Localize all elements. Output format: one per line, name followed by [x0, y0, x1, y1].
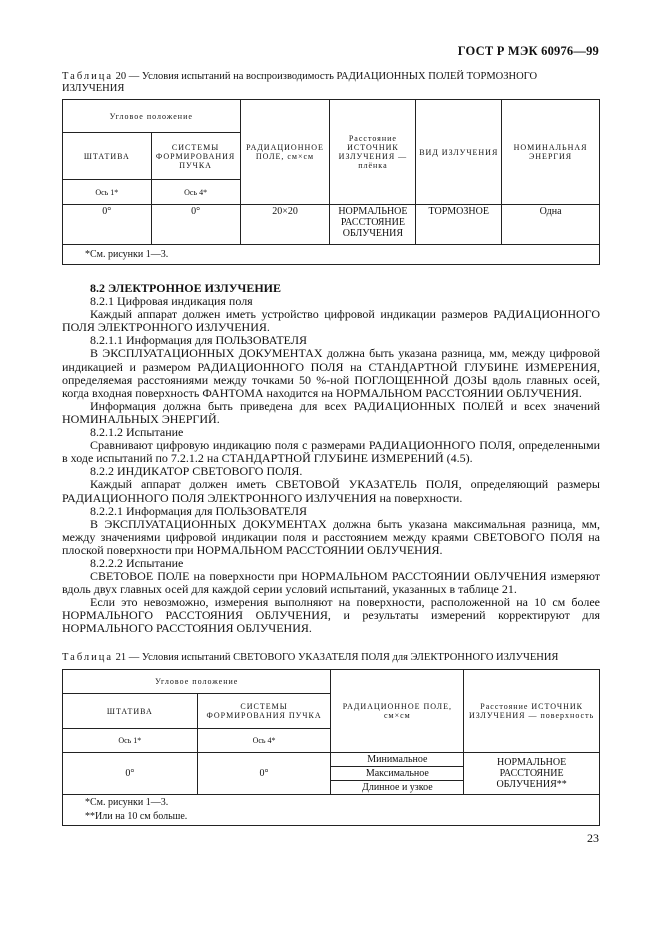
t21-cell-stand: 0° — [63, 753, 198, 795]
paragraph: В ЭКСПЛУАТАЦИОННЫХ ДОКУМЕНТАХ должна быть указана максимальная разница, мм, между значениями цифровой индикации поля и расстоянием между краями СВЕТОВОГО ПОЛЯ на плоской поверхности при НОРМАЛЬНОМ РАССТОЯНИИ ОБЛУЧЕНИЯ. — [62, 516, 600, 557]
t21-cell-system: 0° — [197, 753, 331, 795]
t21-cell-field-min: Минимальное — [331, 753, 464, 767]
paragraph: Каждый аппарат должен иметь устройство цифровой индикации размеров РАДИАЦИОННОГО ПОЛЯ ЭЛЕКТРОННОГО ИЗЛУЧЕНИЯ. — [62, 307, 600, 335]
t20-col-system: СИСТЕМЫ ФОРМИРОВАНИЯ ПУЧКА — [151, 133, 240, 180]
table-21-caption-word: Таблица — [62, 652, 114, 663]
page-number: 23 — [587, 831, 599, 845]
t20-col-distance: Расстояние ИСТОЧНИК ИЗЛУЧЕНИЯ — плёнка — [330, 100, 416, 205]
t20-axis-stand: Ось 1* — [63, 180, 152, 205]
t20-col-field: РАДИАЦИОННОЕ ПОЛЕ, см×см — [240, 100, 330, 205]
t20-col-type: ВИД ИЗЛУЧЕНИЯ — [416, 100, 502, 205]
t20-col-energy: НОМИНАЛЬНАЯ ЭНЕРГИЯ — [502, 100, 600, 205]
t20-cell-stand: 0° — [63, 205, 152, 245]
table-20-caption — [62, 71, 602, 95]
page-header: ГОСТ Р МЭК 60976—99 — [457, 44, 599, 58]
t20-cell-field: 20×20 — [240, 205, 330, 245]
paragraph: Каждый аппарат должен иметь СВЕТОВОЙ УКАЗАТЕЛЬ ПОЛЯ, определяющий размеры РАДИАЦИОННОГО ПОЛЯ ЭЛЕКТРОННОГО ИЗЛУЧЕНИЯ на поверхности. — [62, 477, 600, 505]
paragraph: СВЕТОВОЕ ПОЛЕ на поверхности при НОРМАЛЬНОМ РАССТОЯНИИ ОБЛУЧЕНИЯ измеряют вдоль двух главных осей для каждой серии условий испытаний, указанных в таблице 21. — [62, 569, 600, 597]
t20-cell-type: ТОРМОЗНОЕ — [416, 205, 502, 245]
t21-note-2: **Или на 10 см больше. — [85, 811, 188, 822]
t21-notes — [63, 795, 600, 826]
t21-note-1: *См. рисунки 1—3. — [85, 797, 169, 808]
t21-axis-system: Ось 4* — [197, 729, 331, 753]
subsection-8-2-2-2: 8.2.2.2 Испытание — [90, 555, 184, 570]
t20-note: *См. рисунки 1—3. — [63, 245, 600, 265]
section-heading-8-2: 8.2 ЭЛЕКТРОННОЕ ИЗЛУЧЕНИЕ — [90, 281, 282, 295]
t21-col-system: СИСТЕМЫ ФОРМИРОВАНИЯ ПУЧКА — [197, 694, 331, 729]
t20-cell-distance: НОРМАЛЬНОЕ РАССТОЯНИЕ ОБЛУЧЕНИЯ — [330, 205, 416, 245]
t21-cell-field-long: Длинное и узкое — [331, 781, 464, 795]
t21-cell-field-max: Максимальное — [331, 767, 464, 781]
t21-cell-distance: НОРМАЛЬНОЕ РАССТОЯНИЕ ОБЛУЧЕНИЯ** — [464, 753, 600, 795]
table-20 — [62, 99, 600, 265]
paragraph: Информация должна быть приведена для всех РАДИАЦИОННЫХ ПОЛЕЙ и всех значений НОМИНАЛЬНЫХ ЭНЕРГИЙ. — [62, 398, 600, 426]
table-20-caption-word: Таблица — [62, 71, 114, 82]
subsection-8-2-1-1: 8.2.1.1 Информация для ПОЛЬЗОВАТЕЛЯ — [90, 333, 307, 348]
t21-col-field: РАДИАЦИОННОЕ ПОЛЕ, см×см — [331, 670, 464, 753]
t20-cell-system: 0° — [151, 205, 240, 245]
table-21-caption-text: 21 — Условия испытаний СВЕТОВОГО УКАЗАТЕЛЯ ПОЛЯ для ЭЛЕКТРОННОГО ИЗЛУЧЕНИЯ — [113, 652, 559, 663]
subsection-8-2-2-1: 8.2.2.1 Информация для ПОЛЬЗОВАТЕЛЯ — [90, 503, 307, 518]
t21-angle-header: Угловое положение — [63, 670, 331, 694]
t20-axis-system: Ось 4* — [151, 180, 240, 205]
subsection-8-2-1-2: 8.2.1.2 Испытание — [90, 425, 184, 440]
paragraph: Если это невозможно, измерения выполняют на поверхности, расположенной на 10 см более НОРМАЛЬНОГО РАССТОЯНИЯ ОБЛУЧЕНИЯ, и результаты измерений корректируют для НОРМАЛЬНОГО РАССТОЯНИЯ ОБЛУЧЕНИЯ. — [62, 595, 600, 636]
subsection-8-2-1: 8.2.1 Цифровая индикация поля — [90, 294, 253, 309]
table-21-caption — [62, 652, 602, 664]
table-20-caption-text: 20 — Условия испытаний на воспроизводимость РАДИАЦИОННЫХ ПОЛЕЙ ТОРМОЗНОГО ИЗЛУЧЕНИЯ — [62, 71, 538, 94]
t20-cell-energy: Одна — [502, 205, 600, 245]
t21-col-distance: Расстояние ИСТОЧНИК ИЗЛУЧЕНИЯ — поверхность — [464, 670, 600, 753]
t21-col-stand: ШТАТИВА — [63, 694, 198, 729]
paragraph: В ЭКСПЛУАТАЦИОННЫХ ДОКУМЕНТАХ должна быть указана разница, мм, между цифровой индикацией и размером РАДИАЦИОННОГО ПОЛЯ на СТАНДАРТНОЙ ГЛУБИНЕ ИЗМЕРЕНИЯ, определяемая расстояниями между точками 50 %-ной ПОГЛОЩЕННОЙ ДОЗЫ вдоль главных осей, когда входная поверхность ФАНТОМА находится на НОРМАЛЬНОМ РАССТОЯНИИ ОБЛУЧЕНИЯ. — [62, 346, 600, 400]
subsection-8-2-2: 8.2.2 ИНДИКАТОР СВЕТОВОГО ПОЛЯ. — [90, 464, 303, 479]
t20-col-stand: ШТАТИВА — [63, 133, 152, 180]
body-text — [62, 282, 600, 636]
paragraph: Сравнивают цифровую индикацию поля с размерами РАДИАЦИОННОГО ПОЛЯ, определенными в ходе испытаний по 7.2.1.2 на СТАНДАРТНОЙ ГЛУБИНЕ ИЗМЕРЕНИЙ (4.5). — [62, 438, 600, 466]
table-21 — [62, 669, 600, 826]
t20-angle-header: Угловое положение — [63, 100, 241, 133]
t21-axis-stand: Ось 1* — [63, 729, 198, 753]
